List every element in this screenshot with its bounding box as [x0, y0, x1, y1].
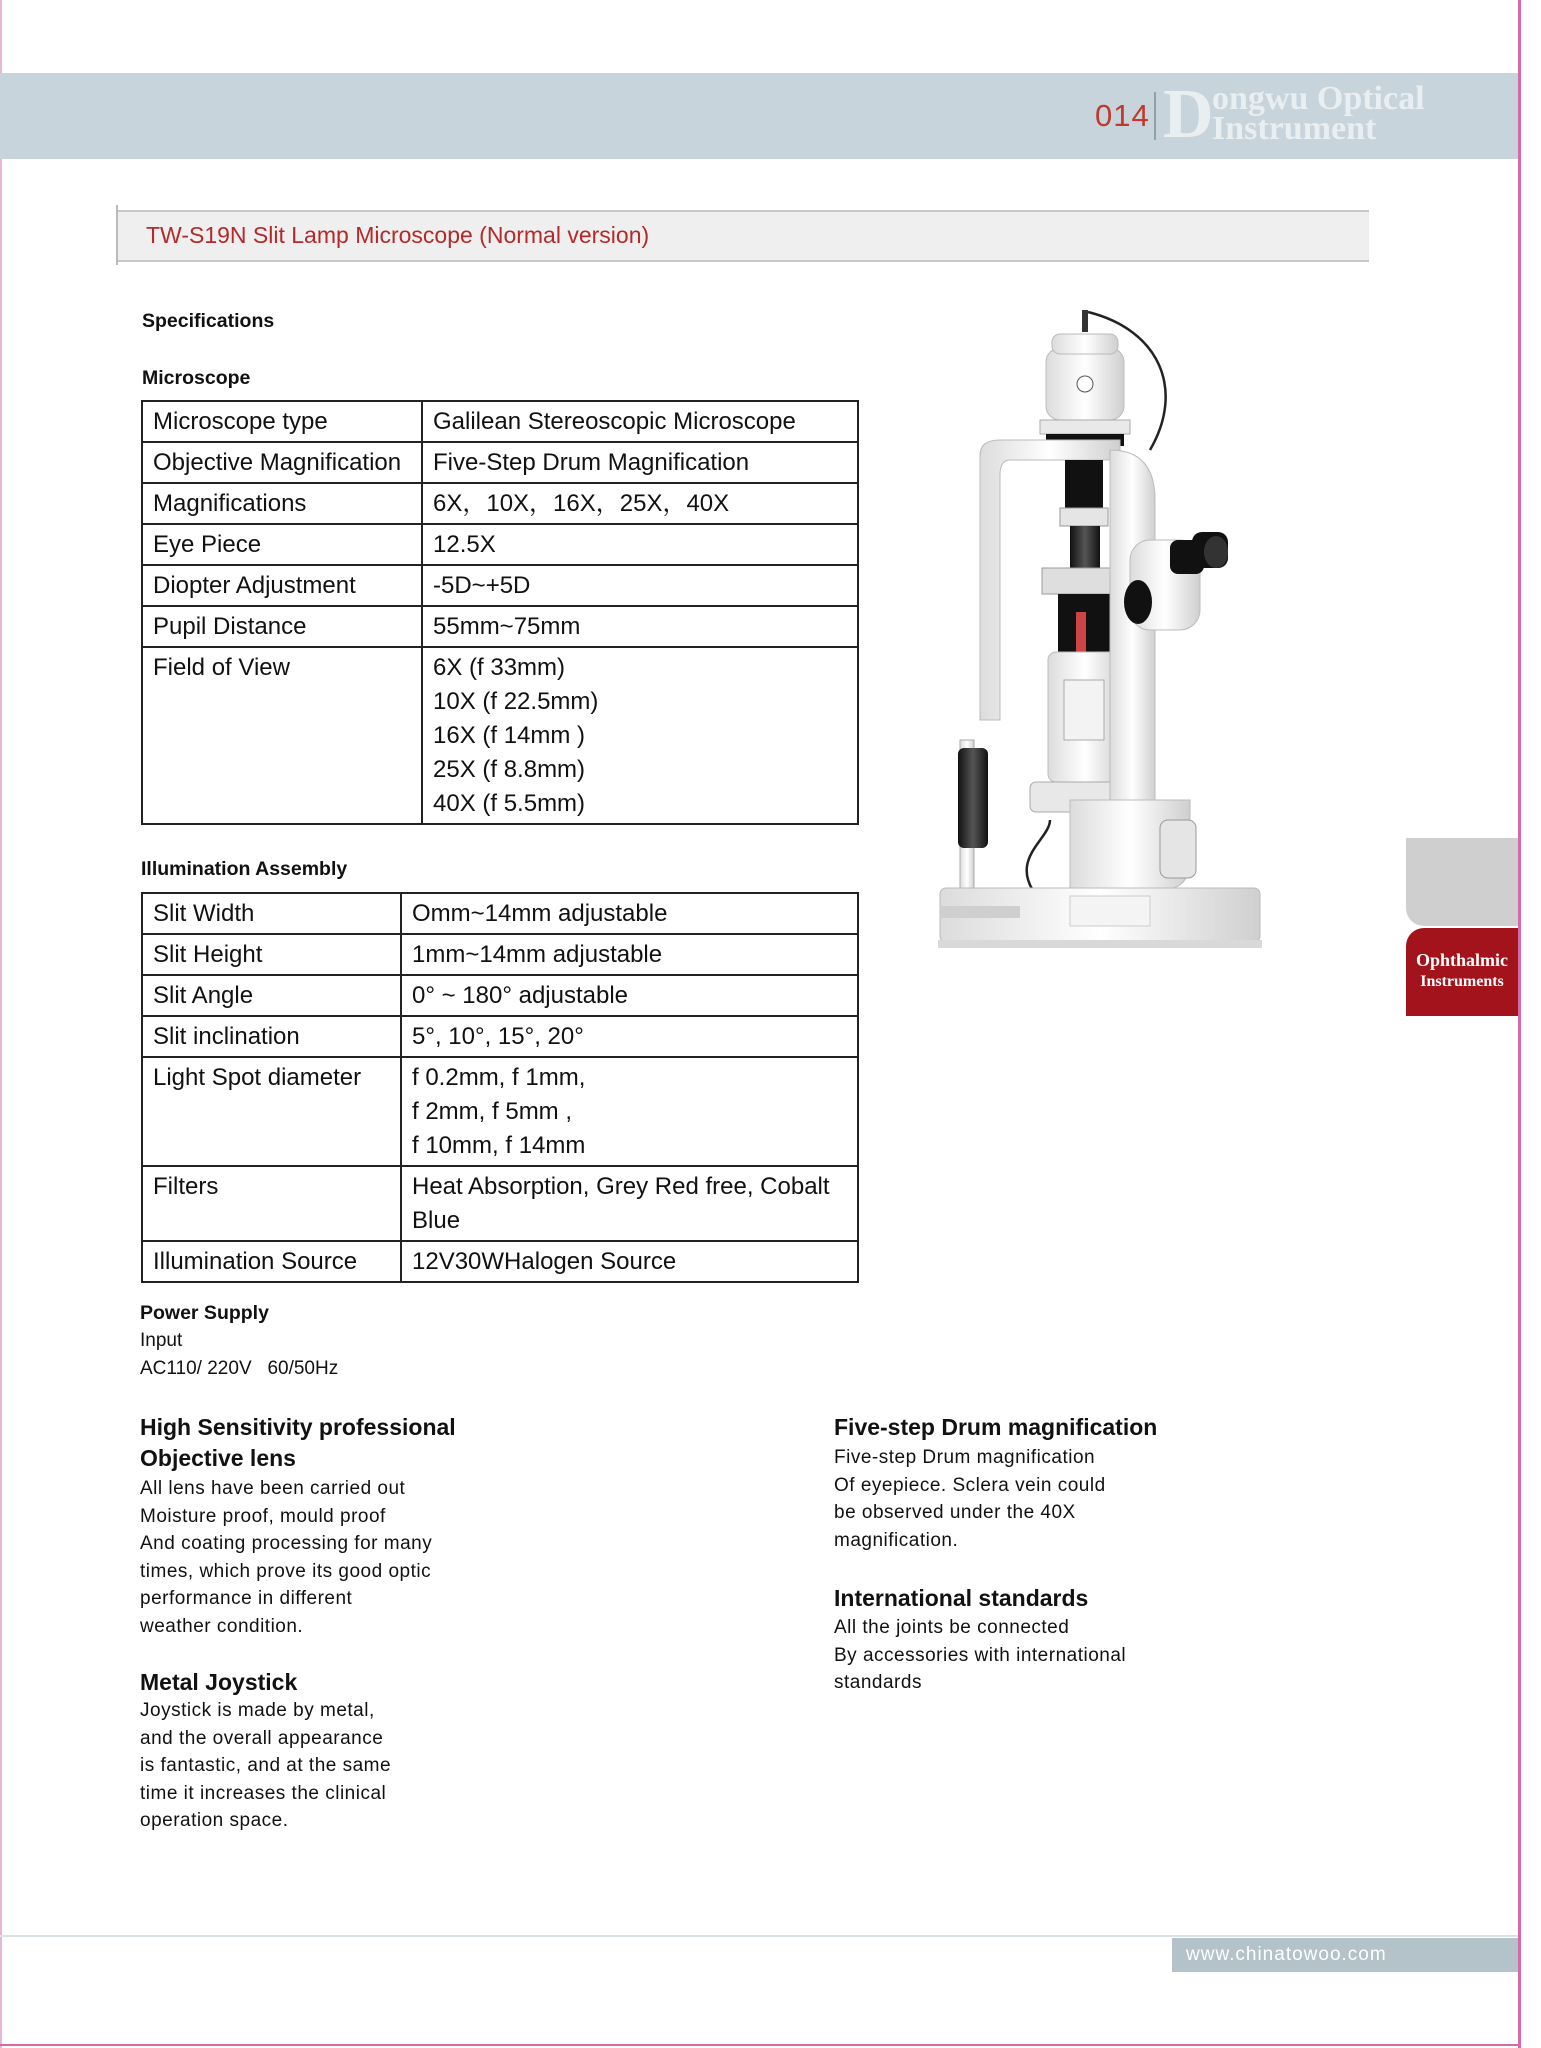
- spec-value: 1mm~14mm adjustable: [401, 934, 858, 975]
- page-border-bottom: [0, 2044, 1521, 2046]
- feature-body-line: And coating processing for many: [140, 1533, 433, 1554]
- feature-body-drum-magnification: [834, 1444, 1106, 1554]
- feature-body-line: be observed under the 40X: [834, 1502, 1076, 1523]
- feature-title-metal-joystick: [140, 1667, 297, 1698]
- feature-body-metal-joystick: [140, 1697, 391, 1835]
- spec-key: Illumination Source: [142, 1241, 401, 1282]
- spec-key: Slit inclination: [142, 1016, 401, 1057]
- spec-value: Five-Step Drum Magnification: [422, 442, 858, 483]
- fov-line: 10X (f 22.5mm): [433, 688, 599, 715]
- spot-line: f 10mm, f 14mm: [412, 1132, 586, 1159]
- header-divider: [1154, 92, 1156, 140]
- microscope-heading: Microscope: [142, 367, 251, 389]
- spec-value: 6X，10X，16X，25X，40X: [422, 483, 858, 524]
- feature-title-line: High Sensitivity professional: [140, 1414, 456, 1440]
- fov-line: 16X (f 14mm ): [433, 722, 586, 749]
- spec-value: Galilean Stereoscopic Microscope: [422, 401, 858, 442]
- spec-value-multiline: [401, 1166, 858, 1241]
- feature-body-line: All the joints be connected: [834, 1617, 1070, 1638]
- feature-title-drum-magnification: [834, 1412, 1157, 1443]
- spec-value-multiline: [401, 1057, 858, 1166]
- feature-body-line: performance in different: [140, 1588, 353, 1609]
- spec-key: Slit Width: [142, 893, 401, 934]
- spec-key: Light Spot diameter: [142, 1057, 401, 1166]
- spec-value: Omm~14mm adjustable: [401, 893, 858, 934]
- table-row: [142, 565, 858, 606]
- table-row: [142, 401, 858, 442]
- spec-value: -5D~+5D: [422, 565, 858, 606]
- page-border-left: [0, 0, 2, 2048]
- illumination-heading: Illumination Assembly: [141, 858, 348, 880]
- specifications-heading: Specifications: [142, 310, 275, 332]
- spec-value: 55mm~75mm: [422, 606, 858, 647]
- feature-body-line: time it increases the clinical: [140, 1782, 387, 1804]
- spot-line: f 0.2mm, f 1mm,: [412, 1064, 586, 1091]
- spot-line: f 2mm, f 5mm ,: [412, 1098, 573, 1125]
- side-tab-ophthalmic: [1406, 928, 1518, 1016]
- page-border-right: [1518, 0, 1521, 2048]
- feature-title-objective-lens: [140, 1412, 456, 1474]
- feature-body-line: is fantastic, and at the same: [140, 1755, 392, 1776]
- spec-key: Filters: [142, 1166, 401, 1241]
- feature-body-international-standards: [834, 1614, 1126, 1697]
- filters-line: Heat Absorption, Grey Red free, Cobalt: [412, 1173, 830, 1200]
- spec-key: Objective Magnification: [142, 442, 422, 483]
- side-tab-previous: [1406, 838, 1518, 926]
- fov-line: 6X (f 33mm): [433, 654, 566, 681]
- page-title: TW-S19N Slit Lamp Microscope (Normal version): [146, 222, 650, 248]
- table-row: [142, 1057, 858, 1166]
- feature-body-line: Joystick is made by metal,: [140, 1700, 375, 1721]
- spec-key: Slit Height: [142, 934, 401, 975]
- feature-body-line: operation space.: [140, 1810, 289, 1831]
- feature-body-line: magnification.: [834, 1529, 959, 1551]
- brand-logo-line1: ongwu Optical: [1212, 80, 1425, 117]
- power-supply-heading: Power Supply: [140, 1302, 269, 1324]
- spec-value: 5°, 10°, 15°, 20°: [401, 1016, 858, 1057]
- fov-line: 40X (f 5.5mm): [433, 790, 586, 817]
- feature-body-line: Five-step Drum magnification: [834, 1447, 1096, 1468]
- feature-title-line: International standards: [834, 1585, 1089, 1611]
- feature-title-international-standards: [834, 1583, 1088, 1614]
- spec-key: Magnifications: [142, 483, 422, 524]
- page-number: 014: [1095, 98, 1150, 133]
- feature-title-line: Metal Joystick: [140, 1669, 298, 1695]
- table-row: [142, 1166, 858, 1241]
- illumination-table: [141, 892, 859, 1283]
- table-row: [142, 483, 858, 524]
- table-row: [142, 1241, 858, 1282]
- table-row: [142, 934, 858, 975]
- brand-logo-line2: Instrument: [1212, 110, 1377, 147]
- spec-value: 12.5X: [422, 524, 858, 565]
- spec-key: Microscope type: [142, 401, 422, 442]
- slit-lamp-microscope-image: [920, 300, 1280, 980]
- filters-line: Blue: [412, 1207, 461, 1234]
- microscope-table: [141, 400, 859, 825]
- spec-value: 12V30WHalogen Source: [401, 1241, 858, 1282]
- feature-body-line: Moisture proof, mould proof: [140, 1505, 386, 1527]
- feature-body-line: By accessories with international: [834, 1644, 1127, 1666]
- spec-key: Pupil Distance: [142, 606, 422, 647]
- table-row: [142, 442, 858, 483]
- feature-title-line: Five-step Drum magnification: [834, 1414, 1158, 1440]
- table-row: [142, 606, 858, 647]
- footer-divider: [0, 1935, 1518, 1937]
- fov-line: 25X (f 8.8mm): [433, 756, 586, 783]
- table-row: [142, 647, 858, 824]
- power-input-label: Input: [140, 1330, 183, 1351]
- table-row: [142, 1016, 858, 1057]
- table-row: [142, 893, 858, 934]
- side-tab-label-line2: Instruments: [1420, 973, 1504, 990]
- footer-url[interactable]: www.chinatowoo.com: [1186, 1944, 1387, 1965]
- spec-value-multiline: [422, 647, 858, 824]
- spec-key: Field of View: [142, 647, 422, 824]
- feature-body-line: All lens have been carried out: [140, 1478, 406, 1499]
- table-row: [142, 524, 858, 565]
- title-bar-tick: [116, 205, 118, 265]
- feature-body-line: Of eyepiece. Sclera vein could: [834, 1474, 1106, 1496]
- power-input-value: AC110/ 220V 60/50Hz: [140, 1358, 339, 1379]
- table-row: [142, 975, 858, 1016]
- feature-body-line: standards: [834, 1672, 922, 1693]
- feature-body-line: weather condition.: [140, 1615, 304, 1637]
- feature-title-line: Objective lens: [140, 1445, 296, 1471]
- feature-body-objective-lens: [140, 1475, 432, 1640]
- brand-logo-initial: D: [1163, 76, 1214, 153]
- spec-key: Eye Piece: [142, 524, 422, 565]
- feature-body-line: and the overall appearance: [140, 1727, 384, 1749]
- spec-value: 0° ~ 180° adjustable: [401, 975, 858, 1016]
- side-tab-label-line1: Ophthalmic: [1415, 950, 1508, 970]
- feature-body-line: times, which prove its good optic: [140, 1560, 432, 1582]
- spec-key: Slit Angle: [142, 975, 401, 1016]
- spec-key: Diopter Adjustment: [142, 565, 422, 606]
